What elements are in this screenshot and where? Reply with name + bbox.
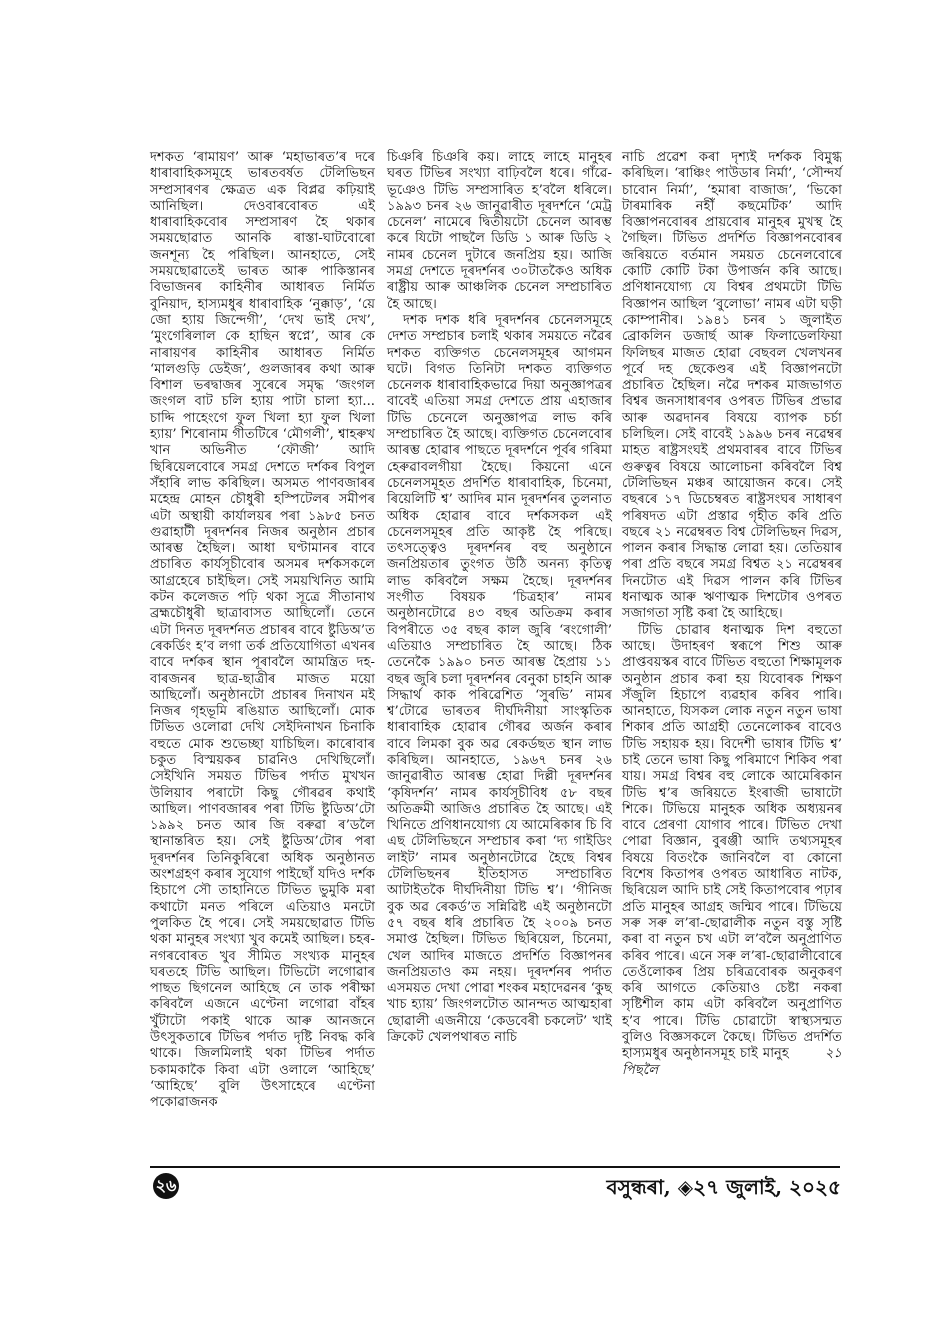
paragraph: নাচি প্ৰৱেশ কৰা দৃশ্যই দৰ্শকক বিমুগ্ধ কৰিছিল। ‘ৰাঞ্চিং পাউডাৰ নিৰ্মা’, ‘সৌন্দৰ্য চাবোন নিৰ্মা’, ‘হমাৰা বাজাজ’, ‘ভিকো টাৰমাৰিক নহীঁ কছমেটিক’ আদি বিজ্ঞাপনবোৰৰ প্ৰায়বোৰ মানুহৰ মুখস্থ হৈ গৈছিল। টিভিত প্ৰদৰ্শিত বিজ্ঞাপনবোৰৰ জৰিয়তে বৰ্তমান সময়ত চেনেলবোৰে কোটি কোটি টকা উপাৰ্জন কৰি আছে। প্ৰণিধানযোগ্য যে বিশ্বৰ প্ৰথমটো টিভি বিজ্ঞাপন আছিল ‘বুলোভা’ নামৰ এটা ঘড়ী কোম্পানীৰ। ১৯৪১ চনৰ ১ জুলাইত ব্ৰোকলিন ডজাৰ্ছ আৰু ফিলাডেলফিয়া ফিলিছৰ মাজত হোৱা বেছবল খেলখনৰ পূৰ্বে দহ ছেকেণ্ডৰ এই বিজ্ঞাপনটো প্ৰচাৰিত হৈছিল। নৱৈ দশকৰ মাজভাগত বিশ্বৰ জনসাধাৰণৰ ওপৰত টিভিৰ প্ৰভাৱ আৰু অৱদানৰ বিষয়ে ব্যাপক চৰ্চা চলিছিল। সেই বাবেই ১৯৯৬ চনৰ নৱেম্বৰ মাহত ৰাষ্ট্ৰসংঘই প্ৰথমবাৰৰ বাবে টিভিৰ গুৰুত্বৰ বিষয়ে আলোচনা কৰিবলৈ বিশ্ব টেলিভিছন মঞ্চৰ আয়োজন কৰে। সেই বছৰৰে ১৭ ডিচেম্বৰত ৰাষ্ট্ৰসংঘৰ সাধাৰণ পৰিষদত এটা প্ৰস্তাৱ গৃহীত কৰি প্ৰতি বছৰে ২১ নৱেম্বৰত বিশ্ব টেলিভিছন দিৱস, পালন কৰাৰ সিদ্ধান্ত লোৱা হয়। তেতিয়াৰ পৰা প্ৰতি বছৰে সমগ্ৰ বিশ্বত ২১ নৱেম্বৰৰ দিনটোত এই দিৱস পালন কৰি টিভিৰ ধনাত্মক আৰু ঋণাত্মক দিশটোৰ ওপৰত সজাগতা সৃষ্টি কৰা হৈ আহিছে। <box>622 150 842 622</box>
paragraph-text: টিভি চোৱাৰ ধনাত্মক দিশ বহুতো আছে। উদাহৰণ স্বৰূপে শিশু আৰু প্ৰাপ্তবয়স্কৰ বাবে টিভিত বহুতো শিক্ষামূলক অনুষ্ঠান প্ৰচাৰ কৰা হয় যিবোৰক শিক্ষণ সঁজুলি হিচাপে ব্যৱহাৰ কৰিব পাৰি। আনহাতে, যিসকল লোক নতুন নতুন ভাষা শিকাৰ প্ৰতি আগ্ৰহী তেনেলোকৰ বাবেও টিভি সহায়ক হয়। বিদেশী ভাষাৰ টিভি শ্ব’ চাই তেনে ভাষা কিছু পৰিমাণে শিকিব পৰা যায়। সমগ্ৰ বিশ্বৰ বহু লোকে আমেৰিকান টিভি শ্ব’ৰ জৰিয়তে ইংৰাজী ভাষাটো শিকে। টিভিয়ে মানুহক অধিক অধ্যয়নৰ বাবে প্ৰেৰণা যোগাব পাৰে। টিভিত দেখা পোৱা বিজ্ঞান, বুৰঞ্জী আদি তথ্যসমূহৰ বিষয়ে বিতংকৈ জানিবলৈ বা কোনো বিশেষ কিতাপৰ ওপৰত আধাৰিত নাটক, ছিৰিয়েল আদি চাই সেই কিতাপবোৰ পঢ়াৰ প্ৰতি মানুহৰ আগ্ৰহ জন্মিব পাৰে। টিভিয়ে সৰু সৰু ল’ৰা-ছোৱালীক নতুন বস্তু সৃষ্টি কৰা বা নতুন চখ এটা ল’বলৈ অনুপ্ৰাণিত কৰিব পাৰে। এনে সৰু ল’ৰা-ছোৱালীবোৰে তেওঁলোকৰ প্ৰিয় চৰিত্ৰবোৰক অনুকৰণ কৰি আগতে কেতিয়াও চেষ্টা নকৰা সৃষ্টিশীল কাম এটা কৰিবলৈ অনুপ্ৰাণিত হ’ব পাৰে। টিভি চোৱাটো স্বাস্থ্যসন্মত বুলিও বিজ্ঞসকলে কৈছে। টিভিত প্ৰদৰ্শিত হাস্যমধুৰ অনুষ্ঠানসমূহ চাই মানুহ <box>622 622 842 1062</box>
article-column-1 <box>150 150 375 1112</box>
publication-date: ◈২৭ জুলাই, ২০২৫ <box>677 1175 841 1199</box>
footer-rule <box>150 1166 840 1168</box>
continuation-note: ২১ পিছলৈ <box>622 1046 842 1078</box>
publication-name: বসুন্ধৰা, <box>606 1175 671 1199</box>
article-column-2 <box>387 150 612 1046</box>
page-number: ২৬ <box>153 1173 179 1199</box>
paragraph: দশকত ‘ৰামায়ণ’ আৰু ‘মহাভাৰত’ৰ দৰে ধাৰাবাহিকসমূহে ভাৰতবৰ্ষত টেলিভিছন সম্প্ৰসাৰণৰ ক্ষেত্ৰত এক বিপ্লৱ কঢ়িয়াই আনিছিল। দেওবাৰবোৰত এই ধাৰাবাহিকবোৰ সম্প্ৰসাৰণ হৈ থকাৰ সময়ছোৱাত আনকি ৰাস্তা-ঘাটবোৰো জনশূন্য হৈ পৰিছিল। আনহাতে, সেই সময়ছোৱাতেই ভাৰত আৰু পাকিস্তানৰ বিভাজনৰ কাহিনীৰ আধাৰত নিৰ্মিত বুনিয়াদ, হাস্যমধুৰ ধাৰাবাহিক ‘নুক্কাড়’, ‘য়ে জো হ্যায় জিন্দেগী’, ‘দেখ ভাই দেখ’, ‘মুংগেৰিলাল কে হাছিন স্বপ্নে’, আৰ কে নাৰায়ণৰ কাহিনীৰ আধাৰত নিৰ্মিত ‘মালগুড়ি ডেইজ’, গুলজাৰৰ কথা আৰু বিশাল ভৰদ্বাজৰ সুৰেৰে সমৃদ্ধ ‘জংগল জংগল বাট চলি হ্যায় পাটা চালা হ্যা... চাদ্দি পাহেংগে ফুল খিলা হ্যা ফুল খিলা হ্যায়’ শিৰোনাম গীতটিৰে ‘মৌগলী’, শ্বাহৰুখ খান অভিনীত ‘ফৌজী’ আদি ছিৰিয়েলবোৰে সমগ্ৰ দেশতে দৰ্শকৰ বিপুল সঁহাৰি লাভ কৰিছিল। অসমত পাণবজাৰৰ মহেন্দ্ৰ মোহন চৌধুৰী হস্পিটেলৰ সমীপৰ এটা অস্থায়ী কাৰ্যালয়ৰ পৰা ১৯৮৫ চনত গুৱাহাটী দূৰদৰ্শনৰ নিজৰ অনুষ্ঠান প্ৰচাৰ আৰম্ভ হৈছিল। আধা ঘণ্টামানৰ বাবে প্ৰচাৰিত কাৰ্যসূচীবোৰ অসমৰ দৰ্শকসকলে আগ্ৰহেৰে চাইছিল। সেই সময়খিনিত আমি কটন কলেজত পঢ়ি থকা সূত্ৰে সীতানাথ ব্ৰহ্মচৌধুৰী ছাত্ৰাবাসত আছিলোঁ। তেনে এটা দিনত দূৰদৰ্শনত প্ৰচাৰৰ বাবে ষ্টুডিঅ’ত ৰেকৰ্ডিং হ’ব লগা তৰ্ক প্ৰতিযোগিতা এখনৰ বাবে দৰ্শকৰ স্থান পূৰাবলৈ আমন্ত্ৰিত দহ-বাৰজনৰ ছাত্ৰ-ছাত্ৰীৰ মাজত ময়ো আছিলোঁ। অনুষ্ঠানটো প্ৰচাৰৰ দিনাখন মই নিজৰ গৃহভূমি ৰঙিয়াত আছিলোঁ। মোক টিভিত ওলোৱা দেখি সেইদিনাখন চিনাকি বহুতে মোক শুভেচ্ছা যাচিছিল। কাৰোবাৰ চকুত বিস্ময়কৰ চাৱনিও দেখিছিলোঁ। সেইখিনি সময়ত টিভিৰ পৰ্দাত মুখখন উলিয়াব পৰাটো কিছু গৌৰৱৰ কথাই আছিল। পাণবজাৰৰ পৰা টিভি ষ্টুডিঅ’টো ১৯৯২ চনত আৰ জি বৰুৱা ৰ’ডলৈ স্থানান্তৰিত হয়। সেই ষ্টুডিঅ’টোৰ পৰা দূৰদৰ্শনৰ তিনিকুৰিৰো অধিক অনুষ্ঠানত অংশগ্ৰহণ কৰাৰ সুযোগ পাইছোঁ যদিও দৰ্শক হিচাপে সৌ তাহানিতে টিভিত ভুমুকি মৰা কথাটো মনত পৰিলে এতিয়াও মনটো পুলকিত হৈ পৰে। সেই সময়ছোৱাত টিভি থকা মানুহৰ সংখ্যা খুব কমেই আছিল। চহৰ-নগৰবোৰত খুব সীমিত সংখ্যক মানুহৰ ঘৰতহে টিভি আছিল। টিভিটো লগোৱাৰ পাছত ছিগনেল আহিছে নে তাক পৰীক্ষা কৰিবলৈ এজনে এণ্টেনা লগোৱা বাঁহৰ খুঁটাটো পকাই থাকে আৰু আনজনে উৎসুকতাৰে টিভিৰ পৰ্দাত দৃষ্টি নিবদ্ধ কৰি থাকে। জিলমিলাই থকা টিভিৰ পৰ্দাত চকামকাকৈ কিবা এটা ওলালে ‘আহিছে’ ‘আহিছে’ বুলি উৎসাহেৰে এণ্টেনা পকোৱাজনক <box>150 150 375 1111</box>
paragraph <box>622 623 842 1079</box>
paragraph: দশক দশক ধৰি দূৰদৰ্শনৰ চেনেলসমূহে দেশত সম্প্ৰচাৰ চলাই থকাৰ সময়তে নৱৈৰ দশকত ব্যক্তিগত চেনেলসমূহৰ আগমন ঘটে। বিগত তিনিটা দশকত ব্যক্তিগত চেনেলক ধাৰাবাহিকভাৱে দিয়া অনুজ্ঞাপত্ৰৰ বাবেই এতিয়া সমগ্ৰ দেশতে প্ৰায় এহাজাৰ টিভি চেনেলে অনুজ্ঞাপত্ৰ লাভ কৰি সম্প্ৰচাৰিত হৈ আছে। ব্যক্তিগত চেনেলবোৰ আৰম্ভ হোৱাৰ পাছতে দূৰদৰ্শনে পূৰ্বৰ গৰিমা হেৰুৱাবলগীয়া হৈছে। কিয়নো এনে চেনেলসমূহত প্ৰদৰ্শিত ধাৰাবাহিক, চিনেমা, ৰিয়েলিটি শ্ব’ আদিৰ মান দূৰদৰ্শনৰ তুলনাত অধিক হোৱাৰ বাবে দৰ্শকসকল এই চেনেলসমূহৰ প্ৰতি আকৃষ্ট হৈ পৰিছে। তৎসত্ত্বেও দূৰদৰ্শনৰ বহু অনুষ্ঠানে জনপ্ৰিয়তাৰ তুংগত উঠি অনন্য কৃতিত্ব লাভ কৰিবলৈ সক্ষম হৈছে। দূৰদৰ্শনৰ সংগীত বিষয়ক ‘চিত্ৰহাৰ’ নামৰ অনুষ্ঠানটোৱে ৪৩ বছৰ অতিক্ৰম কৰাৰ বিপৰীতে ৩৫ বছৰ কাল জুৰি ‘ৰংগোলী’ এতিয়াও সম্প্ৰচাৰিত হৈ আছে। ঠিক তেনেকৈ ১৯৯০ চনত আৰম্ভ হৈপ্ৰায় ১১ বছৰ জুৰি চলা দূৰদৰ্শনৰ বেনুকা চাহনি আৰু সিদ্ধাৰ্থ কাক পৰিৱেশিত ‘সুৰভি’ নামৰ শ্ব’টোৱে ভাৰতৰ দীৰ্ঘদিনীয়া সাংস্কৃতিক ধাৰাবাহিক হোৱাৰ গৌৰৱ অৰ্জন কৰাৰ বাবে লিমকা বুক অৱ ৰেকৰ্ডছত স্থান লাভ কৰিছিল। আনহাতে, ১৯৬৭ চনৰ ২৬ জানুৱাৰীত আৰম্ভ হোৱা দিল্লী দূৰদৰ্শনৰ ‘কৃষিদৰ্শন’ নামৰ কাৰ্যসূচীবিধ ৫৮ বছৰ অতিক্ৰমী আজিও প্ৰচাৰিত হৈ আছে। এই খিনিতে প্ৰণিধানযোগ্য যে আমেৰিকাৰ চি বি এছ টেলিভিছনে সম্প্ৰচাৰ কৰা ‘দ্য গাইডিং লাইট’ নামৰ অনুষ্ঠানটোৱে হৈছে বিশ্বৰ টেলিভিছনৰ ইতিহাসত সম্প্ৰচাৰিত আটাইতকৈ দীৰ্ঘদিনীয়া টিভি শ্ব’। ‘গীনিজ বুক অৱ ৰেকৰ্ড’ত সন্নিৱিষ্ট এই অনুষ্ঠানটো ৫৭ বছৰ ধৰি প্ৰচাৰিত হৈ ২০০৯ চনত সমাপ্ত হৈছিল। টিভিত ছিৰিয়েল, চিনেমা, খেল আদিৰ মাজতে প্ৰদৰ্শিত বিজ্ঞাপনৰ জনপ্ৰিয়তাও কম নহয়। দূৰদৰ্শনৰ পৰ্দাত এসময়ত দেখা পোৱা শংকৰ মহাদেৱনৰ ‘কুছ খাচ হ্যায়’ জিংগলটোত আনন্দত আত্মহাৰা ছোৱালী এজনীয়ে ‘কেডবেৰী চকলেট’ খাই ক্ৰিকেট খেলপথাৰত নাচি <box>387 312 612 1046</box>
article-column-3 <box>622 150 842 1079</box>
footer-publication <box>607 1173 841 1206</box>
paragraph: চিঞৰি চিঞৰি কয়। লাহে লাহে মানুহৰ ঘৰত টিভিৰ সংখ্যা বাঢ়িবলৈ ধৰে। গাঁৱে-ভূঞেও টিভি সম্প্ৰসাৰিত হ’বলৈ ধৰিলে। ১৯৯৩ চনৰ ২৬ জানুৱাৰীত দূৰদৰ্শনে ‘মেট্ৰ চেনেল’ নামেৰে দ্বিতীয়টো চেনেল আৰম্ভ কৰে যিটো পাছলৈ ডিডি ১ আৰু ডিডি ২ নামৰ চেনেল দুটাৰে জনপ্ৰিয় হয়। আজি সমগ্ৰ দেশতে দূৰদৰ্শনৰ ৩০টাতকৈও অধিক ৰাষ্ট্ৰীয় আৰু আঞ্চলিক চেনেল সম্প্ৰচাৰিত হৈ আছে। <box>387 150 612 312</box>
